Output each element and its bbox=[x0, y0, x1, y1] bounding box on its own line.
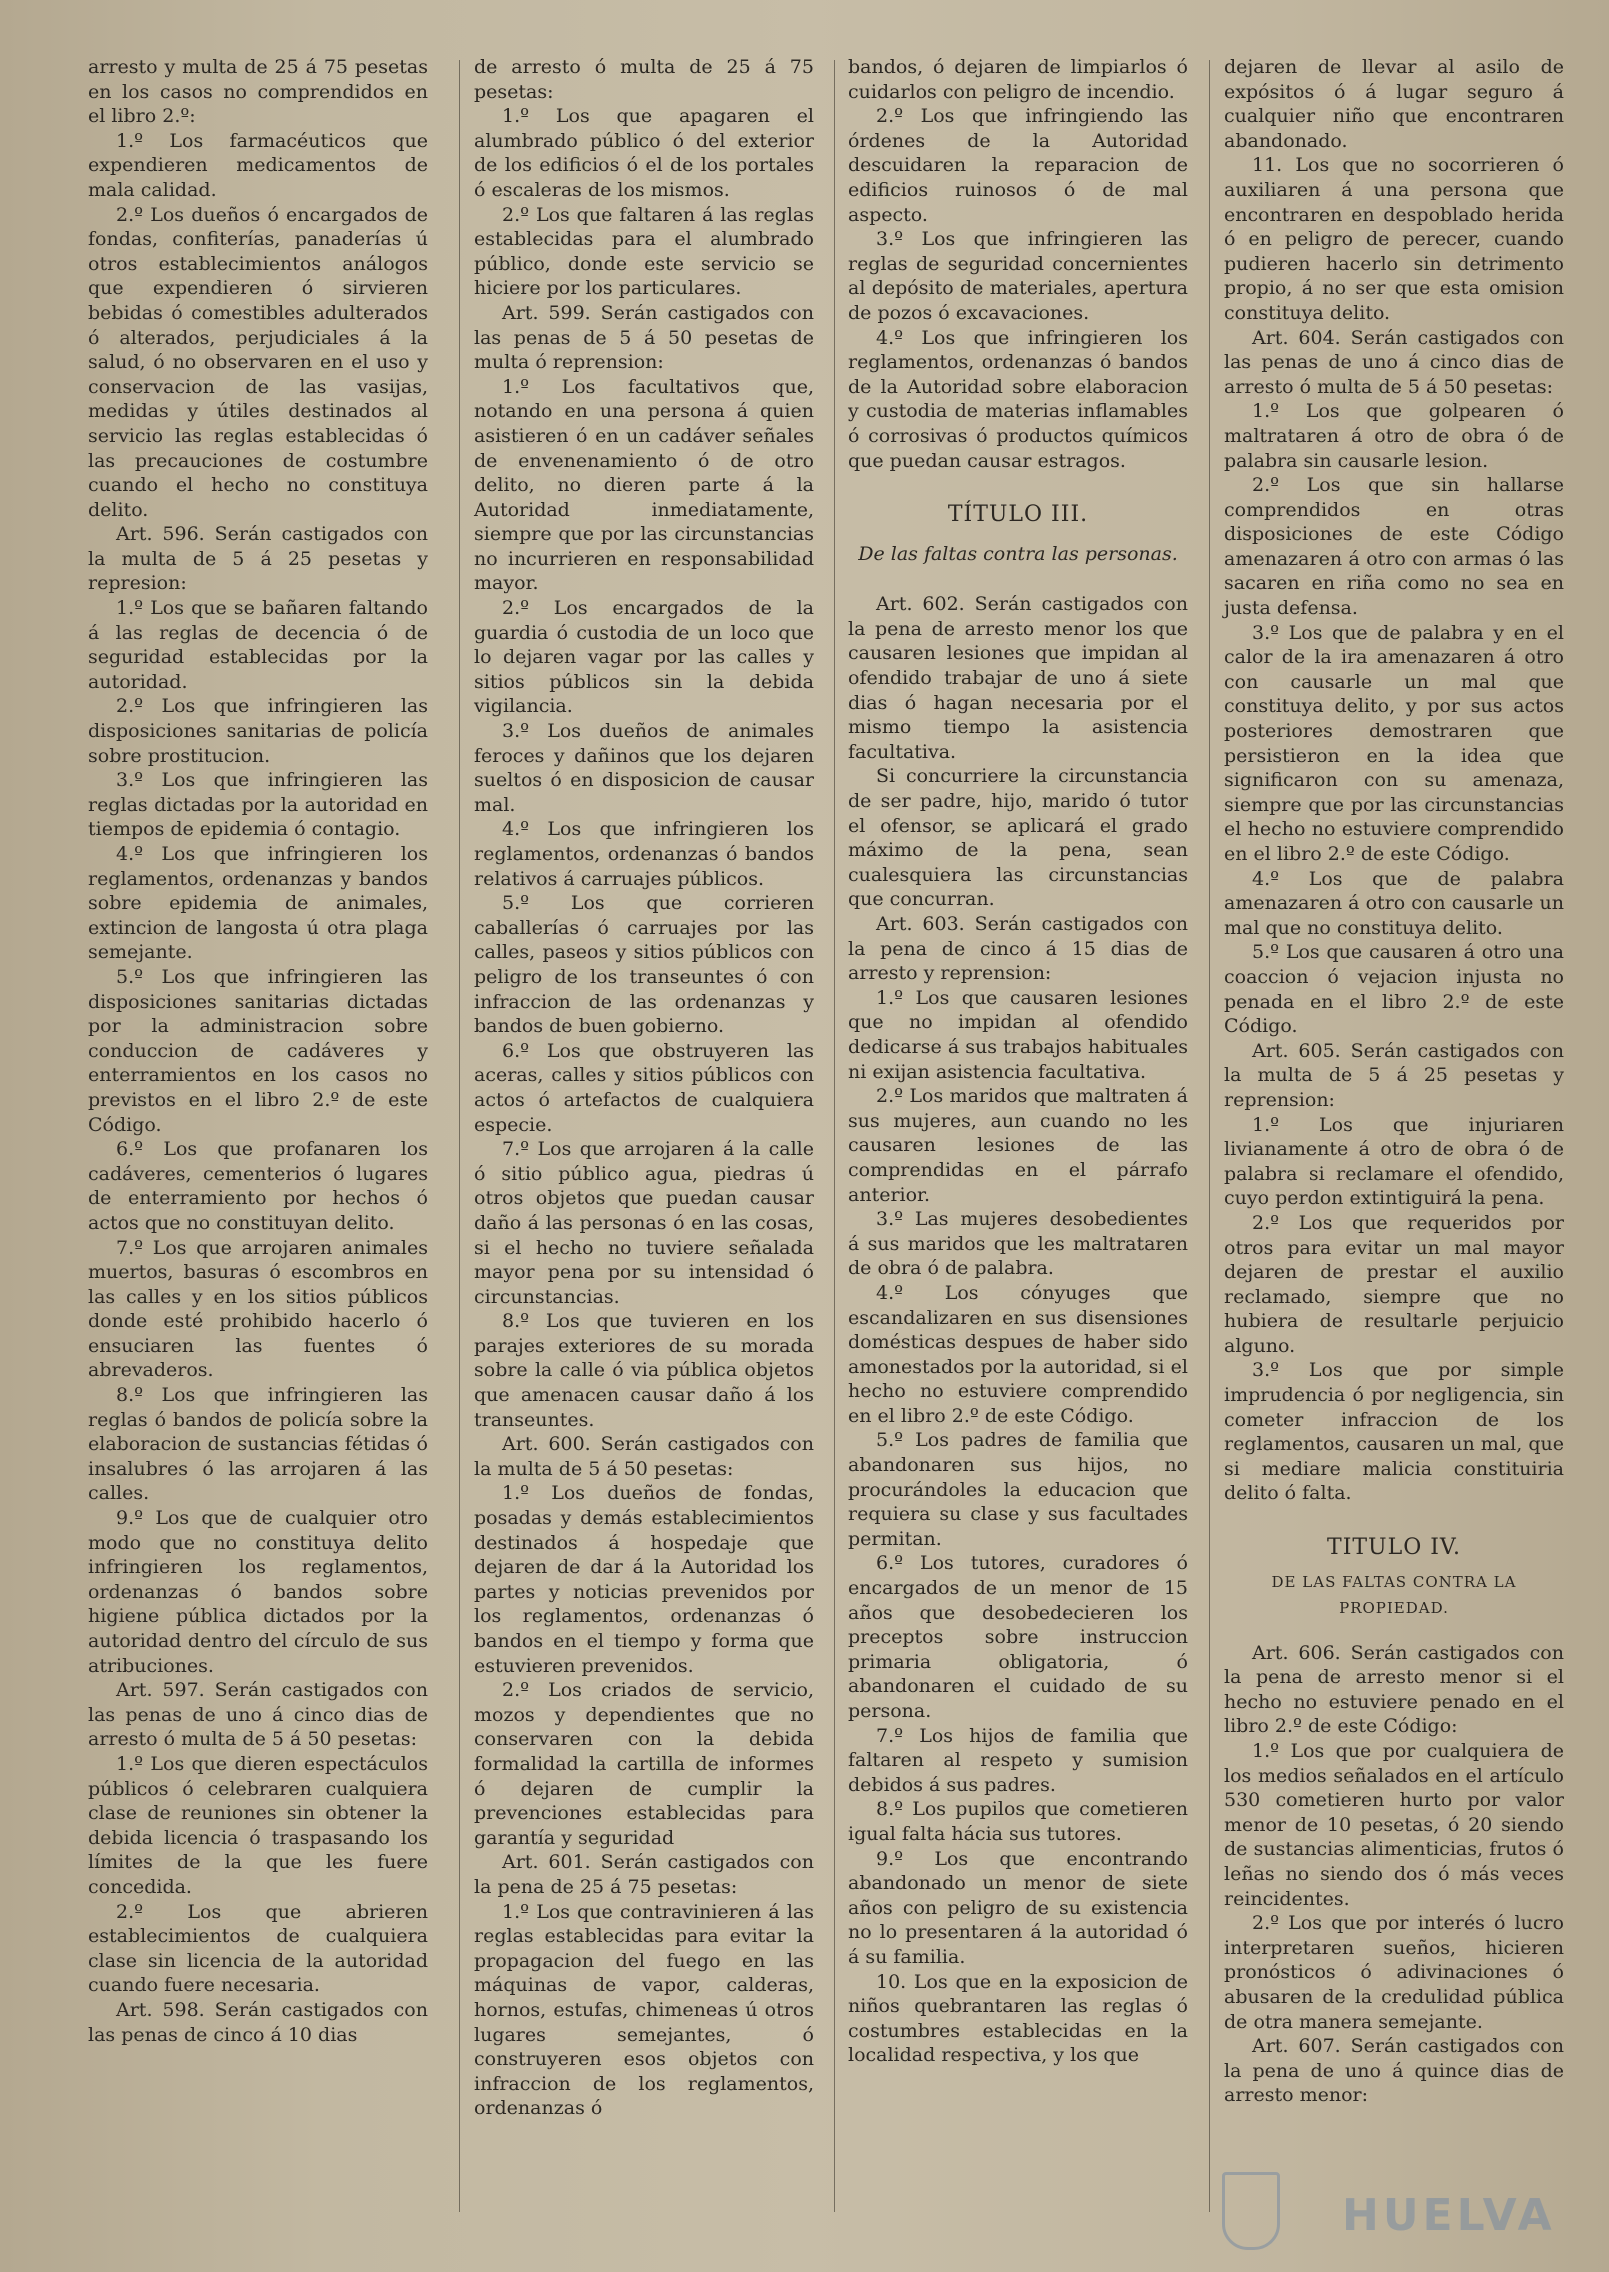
paragraph: 2.º Los que faltaren á las reglas establecidas para el alumbrado público, donde este servicio se hiciere por los particulares. bbox=[474, 203, 814, 300]
paragraph: 1.º Los que dieren espectáculos públicos ó celebraren cualquiera clase de reuniones sin obtener la debida licencia ó traspasando los límites de la que les fuere concedida. bbox=[88, 1752, 428, 1898]
paragraph: 2.º Los que infringiendo las órdenes de la Autoridad descuidaren la reparacion de edificios ruinosos ó de mal aspecto. bbox=[848, 105, 1188, 226]
stamp-word: HUELVA bbox=[1342, 2190, 1556, 2241]
paragraph: dejaren de llevar al asilo de expósitos ó á lugar seguro á cualquier niño que encontraren abandonado. bbox=[1224, 56, 1564, 152]
section-heading: De las faltas contra las personas. bbox=[858, 542, 1178, 565]
paragraph: 1.º Los facultativos que, notando en una persona á quien asistieren ó en un cadáver señales de envenenamiento ó de otro delito, no dieren parte á la Autoridad inmediatamente, siempre que por las circunstancias no incurrieren en responsabilidad mayor. bbox=[474, 375, 814, 595]
paragraph: 5.º Los padres de familia que abandonaren sus hijos, no procurándoles la educacion que requiera su clase y sus facultades permitan. bbox=[848, 1429, 1188, 1550]
paragraph: 3.º Los que de palabra y en el calor de la ira amenazaren á otro con causarle un mal que constituya delito, y por sus actos posteriores demostraren que persistieron en la idea que significaron con su amenaza, siempre que por las circunstancias el hecho no estuviere comprendido en el libro 2.º de este Código. bbox=[1224, 621, 1564, 865]
paragraph: 7.º Los que arrojaren animales muertos, basuras ó escombros en las calles y en los sitios públicos donde esté prohibido hacerlo ó ensuciaren las fuentes ó abrevaderos. bbox=[88, 1236, 428, 1382]
paragraph: Art. 601. Serán castigados con la pena de 25 á 75 pesetas: bbox=[474, 1851, 814, 1898]
paragraph: 2.º Los que abrieren establecimientos de cualquiera clase sin licencia de la autoridad cuando fuere necesaria. bbox=[88, 1900, 428, 1997]
section-heading: TÍTULO III. bbox=[947, 502, 1089, 528]
paragraph: 5.º Los que corrieren caballerías ó carruajes por las calles, paseos y sitios públicos con peligro de los transeuntes ó con infraccion de las ordenanzas y bandos de buen gobierno. bbox=[474, 892, 814, 1038]
paragraph: Art. 604. Serán castigados con las penas de uno á cinco dias de arresto ó multa de 5 á 50 pesetas: bbox=[1224, 326, 1564, 398]
section-heading: TITULO IV. bbox=[1327, 1535, 1461, 1561]
text-column-2 bbox=[474, 55, 814, 2121]
paragraph: Art. 602. Serán castigados con la pena de arresto menor los que causaren lesiones que impidan al ofendido trabajar de uno á siete dias ó hagan necesaria por el mismo tiempo la asistencia facultativa. bbox=[848, 593, 1188, 763]
column-rule bbox=[834, 60, 835, 2212]
paragraph: Art. 600. Serán castigados con la multa de 5 á 50 pesetas: bbox=[474, 1433, 814, 1480]
paragraph: Art. 605. Serán castigados con la multa de 5 á 25 pesetas y reprension: bbox=[1224, 1039, 1564, 1111]
paragraph: bandos, ó dejaren de limpiarlos ó cuidarlos con peligro de incendio. bbox=[848, 56, 1188, 103]
paragraph: arresto y multa de 25 á 75 pesetas en los casos no comprendidos en el libro 2.º: bbox=[88, 56, 428, 128]
paragraph: 3.º Los que por simple imprudencia ó por negligencia, sin cometer infraccion de los reglamentos, causaren un mal, que si mediare malicia constituiria delito ó falta. bbox=[1224, 1359, 1564, 1505]
paragraph: 4.º Los que infringieren los reglamentos, ordenanzas ó bandos de la Autoridad sobre elaboracion y custodia de materias inflamables ó corrosivas ó productos químicos que puedan causar estragos. bbox=[848, 326, 1188, 472]
paragraph: 1.º Los que apagaren el alumbrado público ó del exterior de los edificios ó el de los portales ó escaleras de los mismos. bbox=[474, 105, 814, 201]
paragraph: 1.º Los que se bañaren faltando á las reglas de decencia ó de seguridad establecidas por la autoridad. bbox=[88, 597, 428, 693]
paragraph: 6.º Los que profanaren los cadáveres, cementerios ó lugares de enterramiento por hechos ó actos que no constituyan delito. bbox=[88, 1138, 428, 1234]
text-column-4 bbox=[1224, 55, 1564, 2108]
paragraph: 4.º Los cónyuges que escandalizaren en sus disensiones domésticas despues de haber sido amonestados por la autoridad, si el hecho no estuviere comprendido en el libro 2.º de este Código. bbox=[848, 1281, 1188, 1427]
paragraph: 7.º Los hijos de familia que faltaren al respeto y sumision debidos á sus padres. bbox=[848, 1724, 1188, 1796]
paragraph: 2.º Los encargados de la guardia ó custodia de un loco que lo dejaren vagar por las calles y sitios públicos sin la debida vigilancia. bbox=[474, 597, 814, 718]
paragraph: 2.º Los criados de servicio, mozos y dependientes que no conservaren con la debida formalidad la cartilla de informes ó dejaren de cumplir la prevenciones establecidas para garantía y seguridad bbox=[474, 1679, 814, 1849]
text-column-1 bbox=[88, 55, 428, 2047]
paragraph: 2.º Los que infringieren las disposiciones sanitarias de policía sobre prostitucion. bbox=[88, 695, 428, 767]
paragraph: Art. 599. Serán castigados con las penas de 5 á 50 pesetas de multa ó reprension: bbox=[474, 301, 814, 374]
paragraph: 1.º Los farmacéuticos que expendieren medicamentos de mala calidad. bbox=[88, 129, 428, 201]
paragraph: 2.º Los que requeridos por otros para evitar un mal mayor dejaren de prestar el auxilio reclamado, siempre que no hubiera de resultarle perjuicio alguno. bbox=[1224, 1211, 1564, 1357]
text-column-3 bbox=[848, 55, 1188, 2068]
paragraph: 2.º Los maridos que maltraten á sus mujeres, aun cuando no les causaren lesiones de las comprendidas en el párrafo anterior. bbox=[848, 1085, 1188, 1206]
library-stamp bbox=[1222, 2168, 1562, 2258]
paragraph: 2.º Los que sin hallarse comprendidos en otras disposiciones de este Código amenazaren á otro con armas ó las sacaren en riña como no sea en justa defensa. bbox=[1224, 474, 1564, 620]
paragraph: 2.º Los dueños ó encargados de fondas, confiterías, panaderías ú otros establecimientos análogos que expendieren ó sirvieren bebidas ó comestibles adulterados ó alterados, perjudiciales á la salud, ó no observaren en el uso y conservacion de las vasijas, medidas y útiles destinados al servicio las reglas establecidas ó las precauciones de costumbre cuando el hecho no constituya delito. bbox=[88, 203, 428, 521]
paragraph: Art. 598. Serán castigados con las penas de cinco á 10 dias bbox=[88, 1998, 428, 2046]
paragraph: 3.º Los que infringieren las reglas dictadas por la autoridad en tiempos de epidemia ó contagio. bbox=[88, 769, 428, 841]
paragraph: 1.º Los que por cualquiera de los medios señalados en el artículo 530 cometieren hurto por valor menor de 10 pesetas, ó 20 siendo de sustancias alimenticias, frutos ó leñas no siendo dos ó más veces reincidentes. bbox=[1224, 1740, 1564, 1910]
paragraph: 3.º Los que infringieren las reglas de seguridad concernientes al depósito de materiales, apertura de pozos ó excavaciones. bbox=[848, 228, 1188, 324]
column-rule bbox=[1209, 60, 1210, 2212]
paragraph: 1.º Los que injuriaren livianamente á otro de obra ó de palabra si reclamare el ofendido, cuyo perdon extintiguirá la pena. bbox=[1224, 1113, 1564, 1210]
paragraph: 9.º Los que encontrando abandonado un menor de siete años con peligro de su existencia no lo presentaren á la autoridad ó á su familia. bbox=[848, 1847, 1188, 1968]
paragraph: 6.º Los que obstruyeren las aceras, calles y sitios públicos con actos ó artefactos de cualquiera especie. bbox=[474, 1039, 814, 1136]
paragraph: 4.º Los que de palabra amenazaren á otro con causarle un mal que no constituya delito. bbox=[1224, 867, 1564, 939]
paragraph: 10. Los que en la exposicion de niños quebrantaren las reglas ó costumbres establecidas en la localidad respectiva, y los que bbox=[848, 1970, 1188, 2067]
paragraph: Art. 607. Serán castigados con la pena de uno á quince dias de arresto menor: bbox=[1224, 2035, 1564, 2107]
paragraph: 1.º Los que golpearen ó maltrataren á otro de obra ó de palabra sin causarle lesion. bbox=[1224, 400, 1564, 472]
paragraph: 8.º Los que infringieren las reglas ó bandos de policía sobre la elaboracion de sustancias fétidas ó insalubres ó las arrojaren á las calles. bbox=[88, 1384, 428, 1505]
paragraph: 7.º Los que arrojaren á la calle ó sitio público agua, piedras ú otros objetos que puedan causar daño á las personas ó en las cosas, si el hecho no tuviere señalada mayor pena por su intensidad ó circunstancias. bbox=[474, 1138, 814, 1308]
paragraph: 4.º Los que infringieren los reglamentos, ordenanzas y bandos sobre epidemia de animales, extincion de langosta ú otra plaga semejante. bbox=[88, 843, 428, 964]
paragraph: 8.º Los pupilos que cometieren igual falta hácia sus tutores. bbox=[848, 1798, 1188, 1845]
paragraph: Si concurriere la circunstancia de ser padre, hijo, marido ó tutor el ofensor, se aplicará el grado máximo de la pena, sean cualesquiera las circunstancias que concurran. bbox=[848, 765, 1188, 911]
paragraph: Art. 597. Serán castigados con las penas de uno á cinco dias de arresto ó multa de 5 á 50 pesetas: bbox=[88, 1679, 428, 1751]
section-heading: DE LAS FALTAS CONTRA LA PROPIEDAD. bbox=[1271, 1572, 1517, 1617]
paragraph: Art. 596. Serán castigados con la multa de 5 á 25 pesetas y represion: bbox=[88, 523, 428, 595]
paragraph: 8.º Los que tuvieren en los parajes exteriores de su morada sobre la calle ó via pública objetos que amenacen causar daño á los transeuntes. bbox=[474, 1310, 814, 1431]
paragraph: 5.º Los que infringieren las disposiciones sanitarias dictadas por la administracion sobre conduccion de cadáveres y enterramientos en los casos no previstos en el libro 2.º de este Código. bbox=[88, 965, 428, 1136]
coat-of-arms-icon bbox=[1222, 2172, 1280, 2250]
paragraph: 1.º Los que contravinieren á las reglas establecidas para evitar la propagacion del fuego en las máquinas de vapor, calderas, hornos, estufas, chimeneas ú otros lugares semejantes, ó construyeren esos objetos con infraccion de los reglamentos, ordenanzas ó bbox=[474, 1900, 814, 2120]
paragraph: Art. 603. Serán castigados con la pena de cinco á 15 dias de arresto y reprension: bbox=[848, 913, 1188, 985]
paragraph: 3.º Los dueños de animales feroces y dañinos que los dejaren sueltos ó en disposicion de causar mal. bbox=[474, 720, 814, 816]
paragraph: 2.º Los que por interés ó lucro interpretaren sueños, hicieren pronósticos ó adivinaciones ó abusaren de la credulidad pública de otra manera semejante. bbox=[1224, 1912, 1564, 2033]
paragraph: 5.º Los que causaren á otro una coaccion ó vejacion injusta no penada en el libro 2.º de este Código. bbox=[1224, 941, 1564, 1038]
column-rule bbox=[459, 60, 460, 2212]
paragraph: 1.º Los que causaren lesiones que no impidan al ofendido dedicarse á sus trabajos habituales ni exijan asistencia facultativa. bbox=[848, 986, 1188, 1083]
paragraph: de arresto ó multa de 25 á 75 pesetas: bbox=[474, 56, 814, 103]
paragraph: 1.º Los dueños de fondas, posadas y demás establecimientos destinados á hospedaje que dejaren de dar á la Autoridad los partes y noticias prevenidos por los reglamentos, ordenanzas ó bandos en el tiempo y forma que estuvieren prevenidos. bbox=[474, 1482, 814, 1677]
paragraph: Art. 606. Serán castigados con la pena de arresto menor si el hecho no estuviere penado en el libro 2.º de este Código: bbox=[1224, 1641, 1564, 1738]
paragraph: 11. Los que no socorrieren ó auxiliaren á una persona que encontraren en despoblado herida ó en peligro de perecer, cuando pudieren hacerlo sin detrimento propio, á no ser que esta omision constituya delito. bbox=[1224, 154, 1564, 324]
paragraph: 6.º Los tutores, curadores ó encargados de un menor de 15 años que desobedecieren los preceptos sobre instruccion primaria obligatoria, ó abandonaren el cuidado de su persona. bbox=[848, 1552, 1188, 1722]
paragraph: 4.º Los que infringieren los reglamentos, ordenanzas ó bandos relativos á carruajes públicos. bbox=[474, 818, 814, 890]
paragraph: 3.º Las mujeres desobedientes á sus maridos que les maltrataren de obra ó de palabra. bbox=[848, 1208, 1188, 1280]
paragraph: 9.º Los que de cualquier otro modo que no constituya delito infringieren los reglamentos, ordenanzas ó bandos sobre higiene pública dictados por la autoridad dentro del círculo de sus atribuciones. bbox=[88, 1507, 428, 1677]
